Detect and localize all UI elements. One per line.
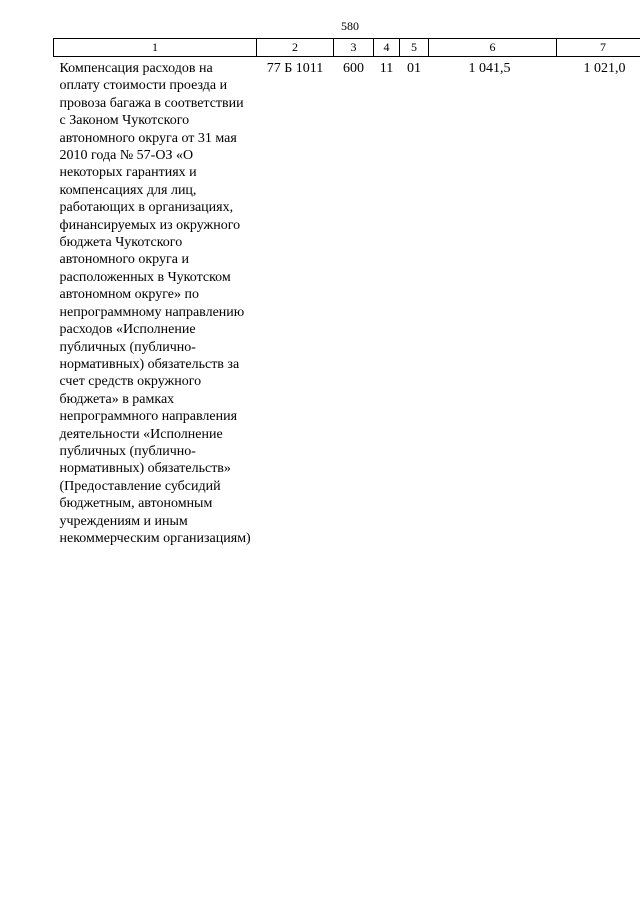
- column-header-3: 3: [334, 39, 374, 57]
- table-header-row: [54, 39, 640, 57]
- column-header-1: 1: [54, 39, 257, 57]
- column-header-2: 2: [257, 39, 334, 57]
- budget-table: [53, 38, 640, 547]
- sum-year2-cell: 1 021,0: [583, 61, 626, 76]
- column-header-7: 7: [557, 39, 640, 57]
- column-header-6: 6: [429, 39, 557, 57]
- expense-name-cell: Компенсация расходов на оплату стоимости проезда и провоза багажа в соответствии с Законом Чукотского автономного округа от 31 мая 2010 года № 57-ОЗ «О некоторых гарантиях и компенсациях для лиц, работающих в организациях, финансируемых из окружного бюджета Чукотского автономного округа и расположенных в Чукотском автономном округе» по непрограммному направлению расходов «Исполнение публичных (публично-нормативных) обязательств за счет средств окружного бюджета» в рамках непрограммного направления деятельности «Исполнение публичных (публично-нормативных) обязательств» (Предоставление субсидий бюджетным, автономным учреждениям и иным некоммерческим организациям): [59, 61, 251, 546]
- target-article-cell: 77 Б 1011: [266, 61, 324, 76]
- table-row: [54, 57, 640, 548]
- section-cell: 11: [379, 61, 394, 76]
- expense-type-cell: 600: [343, 61, 364, 76]
- column-header-4: 4: [374, 39, 400, 57]
- page-number: 580: [341, 19, 359, 33]
- column-header-5: 5: [400, 39, 429, 57]
- subsection-cell: 01: [407, 61, 421, 76]
- sum-year1-cell: 1 041,5: [468, 61, 511, 76]
